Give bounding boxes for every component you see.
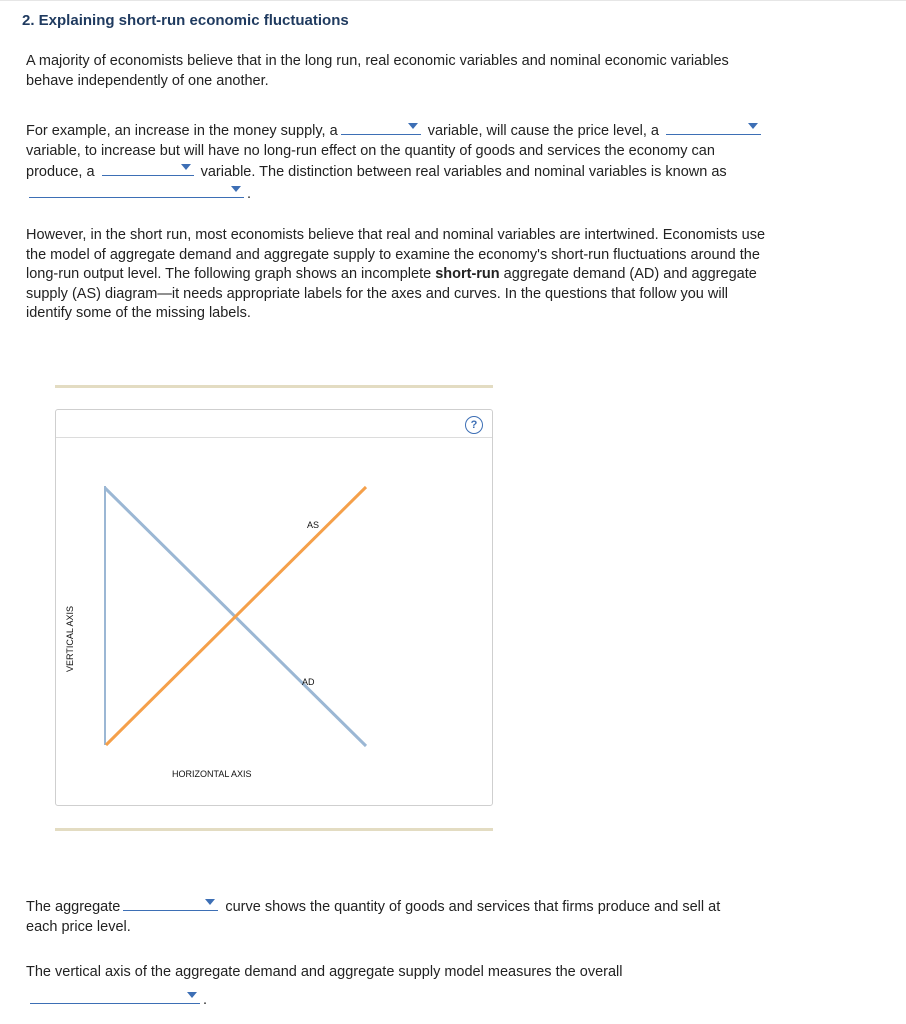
- ad-as-chart: [56, 410, 492, 805]
- short-run-bold: short-run: [435, 266, 500, 282]
- vertical-axis-measure-dropdown[interactable]: [30, 989, 200, 1004]
- horizontal-axis-label[interactable]: HORIZONTAL AXIS: [172, 769, 252, 779]
- example-text-2: variable, will cause the price level, a: [427, 123, 659, 139]
- chevron-down-icon: [748, 123, 758, 129]
- vertical-axis-question-text: The vertical axis of the aggregate demand and aggregate supply model measures the overall: [26, 964, 623, 980]
- chevron-down-icon: [408, 123, 418, 129]
- top-divider: [0, 0, 906, 1]
- short-run-text-b: aggregate demand (AD) and aggregate supply (AS) diagram—it needs appropriate labels for the axes and curves. In the questions that follow you will identify some of the missing labels.: [26, 266, 757, 321]
- vertical-axis-question: [26, 963, 746, 1010]
- chevron-down-icon: [181, 164, 191, 170]
- example-text-5: .: [247, 185, 252, 202]
- vertical-axis-label[interactable]: VERTICAL AXIS: [65, 605, 75, 672]
- graph-bottom-divider: [55, 828, 493, 831]
- help-icon[interactable]: ?: [465, 416, 483, 434]
- short-run-text-a: However, in the short run, most economists believe that real and nominal variables are intertwined. Economists use the model of aggregate demand and aggregate supply to examine the economy's short-run fluctuations around the long-run output level. The following graph shows an incomplete: [26, 227, 766, 282]
- aggregate-curve-dropdown[interactable]: [123, 896, 218, 911]
- price-level-variable-dropdown[interactable]: [666, 120, 761, 135]
- distinction-term-dropdown[interactable]: [29, 183, 244, 198]
- question-title: 2. Explaining short-run economic fluctuations: [22, 12, 349, 29]
- example-text-1: For example, an increase in the money supply, a: [26, 123, 338, 139]
- aggregate-curve-question: [26, 896, 746, 937]
- intro-paragraph: A majority of economists believe that in the long run, real economic variables and nominal economic variables behave independently of one another.: [26, 53, 729, 89]
- as-curve-label[interactable]: AS: [307, 520, 320, 530]
- chevron-down-icon: [205, 899, 215, 905]
- ad-as-graph-panel: [55, 409, 493, 806]
- chevron-down-icon: [187, 992, 197, 998]
- example-text-4: variable. The distinction between real variables and nominal variables is known as: [200, 164, 727, 180]
- quantity-variable-dropdown[interactable]: [102, 161, 194, 176]
- graph-top-divider: [55, 385, 493, 388]
- aggregate-question-text-a: The aggregate: [26, 899, 121, 915]
- example-paragraph: [26, 120, 766, 204]
- example-text-3: variable, to increase but will have no long-run effect on the quantity of goods and services the economy can produce, a: [26, 142, 715, 180]
- ad-curve-label[interactable]: AD: [302, 677, 315, 687]
- short-run-paragraph: [26, 226, 766, 324]
- chevron-down-icon: [231, 186, 241, 192]
- aggregate-question-text-b: curve shows the quantity of goods and services that firms produce and sell at each price level.: [26, 899, 721, 935]
- vertical-axis-question-period: .: [203, 991, 208, 1008]
- money-supply-variable-dropdown[interactable]: [341, 120, 421, 135]
